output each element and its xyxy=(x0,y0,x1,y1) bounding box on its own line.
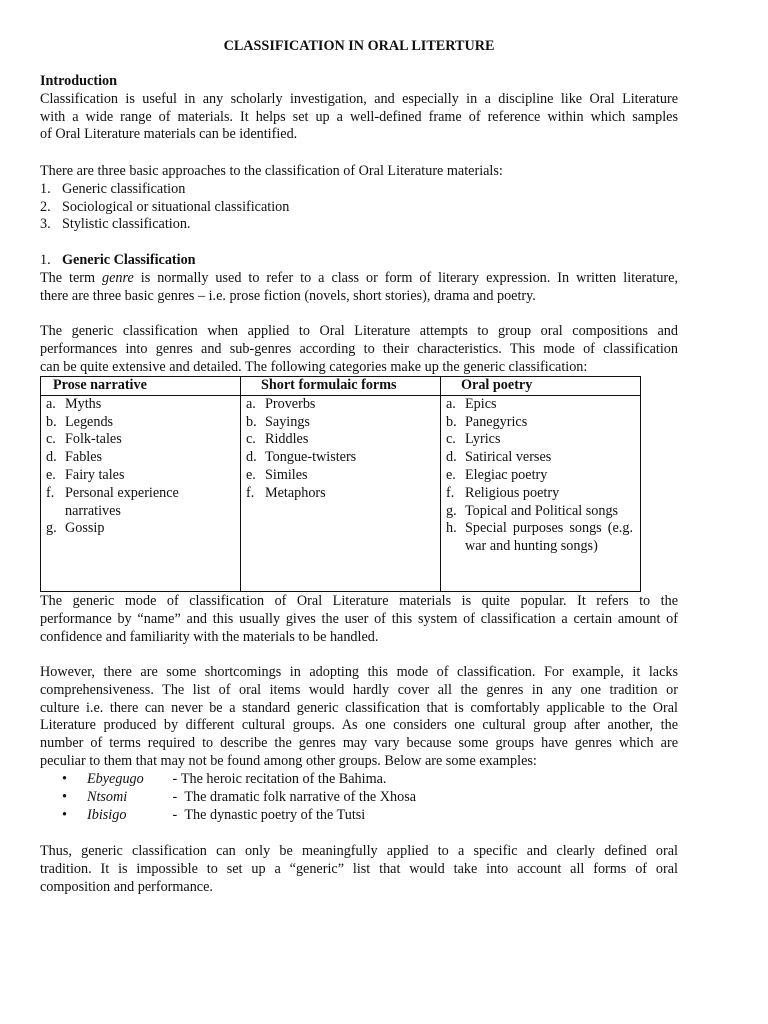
approach-number: 3. xyxy=(40,216,51,233)
list-item xyxy=(246,414,433,432)
paragraph-line: performance by “name” and this usually gives the user of this system of classification a certain amount of xyxy=(40,610,678,627)
item-text: Religious poetry xyxy=(465,484,560,501)
column-header: Oral poetry xyxy=(441,377,641,396)
item-marker: f. xyxy=(46,484,55,501)
item-marker: c. xyxy=(46,431,56,448)
list-item xyxy=(446,503,633,521)
list-item xyxy=(246,467,433,485)
shortcomings-paragraph xyxy=(40,664,678,771)
paragraph-line: The generic mode of classification of Oral Literature materials is quite popular. It refers to the xyxy=(40,593,678,609)
paragraph-line: can be quite extensive and detailed. The following categories make up the generic classification: xyxy=(40,358,588,375)
item-marker: b. xyxy=(46,413,57,430)
intro-line: with a wide range of materials. It helps set up a well-defined frame of reference within which samples xyxy=(40,108,678,125)
list-item xyxy=(46,485,233,521)
generic-classification-section xyxy=(40,252,678,305)
item-text: Elegiac poetry xyxy=(465,466,548,483)
list-item xyxy=(446,396,633,414)
item-marker: e. xyxy=(46,466,56,483)
approach-item xyxy=(40,181,678,199)
approaches-lead: There are three basic approaches to the classification of Oral Literature materials: xyxy=(40,163,503,179)
item-text: Tongue-twisters xyxy=(265,449,357,466)
approach-text: Generic classification xyxy=(62,180,186,197)
oral-poetry-cell xyxy=(441,395,641,591)
approach-text: Sociological or situational classification xyxy=(62,198,290,215)
item-marker: b. xyxy=(446,413,457,430)
item-marker: d. xyxy=(446,449,457,466)
item-text: Fairy tales xyxy=(65,466,125,483)
genre-description: The dramatic folk narrative of the Xhosa xyxy=(184,788,417,805)
list-item xyxy=(46,449,233,467)
item-marker: a. xyxy=(246,395,256,412)
item-marker: h. xyxy=(446,520,457,537)
genre-text: The term xyxy=(40,269,103,286)
genre-line: there are three basic genres – i.e. prose fiction (novels, short stories), drama and poetry. xyxy=(40,287,536,304)
item-marker: a. xyxy=(46,395,56,412)
column-header: Prose narrative xyxy=(41,377,241,396)
approaches-section xyxy=(40,163,678,234)
item-text: Sayings xyxy=(265,413,310,430)
genre-text: is normally used to refer to a class or form of literary expression. In written literature, xyxy=(133,269,678,286)
list-item xyxy=(446,449,633,467)
item-text: Fables xyxy=(65,449,103,466)
list-item xyxy=(246,485,433,503)
genre-term: Ibisigo xyxy=(87,806,127,823)
list-item xyxy=(42,771,680,789)
item-marker: c. xyxy=(246,431,256,448)
generic-paragraph xyxy=(40,323,678,376)
item-marker: e. xyxy=(446,466,456,483)
paragraph-line: tradition. It is impossible to set up a “generic” list that would take into account all forms of oral xyxy=(40,860,678,877)
paragraph-line: number of terms required to describe the genres may vary because some groups have genres which are xyxy=(40,735,678,752)
short-formulaic-cell xyxy=(241,395,441,591)
table-row xyxy=(41,395,641,591)
approach-item xyxy=(40,216,678,234)
list-item xyxy=(446,485,633,503)
list-item xyxy=(46,414,233,432)
paragraph-line: composition and performance. xyxy=(40,878,213,895)
separator: - xyxy=(169,771,181,787)
item-text: Special purposes songs (e.g. war and hunting songs) xyxy=(465,520,633,555)
list-item xyxy=(42,807,680,825)
item-marker: a. xyxy=(446,395,456,412)
item-text: Similes xyxy=(265,466,308,483)
item-marker: e. xyxy=(246,466,256,483)
introduction-section xyxy=(40,73,678,144)
paragraph-line: comprehensiveness. The list of oral items would hardly cover all the genres in any one tradition or xyxy=(40,681,678,698)
separator: - xyxy=(169,788,185,805)
list-item xyxy=(46,467,233,485)
paragraph-line: The generic classification when applied to Oral Literature attempts to group oral compositions and xyxy=(40,323,678,339)
item-text: Gossip xyxy=(65,520,105,537)
list-item xyxy=(446,520,633,556)
item-text: Proverbs xyxy=(265,395,316,412)
item-marker: d. xyxy=(46,449,57,466)
item-text: Folk-tales xyxy=(65,431,122,448)
bullet: • xyxy=(62,771,67,787)
bullet: • xyxy=(62,788,67,805)
list-item xyxy=(246,449,433,467)
column-header: Short formulaic forms xyxy=(241,377,441,396)
list-item xyxy=(42,789,680,807)
approach-number: 2. xyxy=(40,198,51,215)
approach-number: 1. xyxy=(40,180,51,197)
paragraph-line: confidence and familiarity with the materials to be handled. xyxy=(40,628,379,645)
item-text: Riddles xyxy=(265,431,309,448)
paragraph-line: Thus, generic classification can only be meaningfully applied to a specific and clearly defined oral xyxy=(40,843,678,859)
paragraph-line: Literature produced by different cultural groups. As one considers one cultural group after another, the xyxy=(40,717,678,734)
item-marker: f. xyxy=(246,484,255,501)
item-marker: g. xyxy=(46,520,57,537)
section-heading: Generic Classification xyxy=(62,252,196,268)
genre-description: The heroic recitation of the Bahima. xyxy=(180,771,387,787)
list-item xyxy=(446,431,633,449)
generic-heading xyxy=(40,252,678,270)
paragraph-line: performances into genres and sub-genres according to their characteristics. This mode of classification xyxy=(40,340,678,357)
intro-line: Classification is useful in any scholarly investigation, and especially in a discipline like Oral Literature xyxy=(40,90,678,107)
conclusion-paragraph xyxy=(40,843,678,896)
list-item xyxy=(246,396,433,414)
list-item xyxy=(46,431,233,449)
item-marker: g. xyxy=(446,502,457,519)
genre-term: Ntsomi xyxy=(87,788,128,805)
list-item xyxy=(46,396,233,414)
item-text: Legends xyxy=(65,413,114,430)
item-text: Metaphors xyxy=(265,484,326,501)
item-marker: b. xyxy=(246,413,257,430)
approach-text: Stylistic classification. xyxy=(62,216,191,233)
list-item xyxy=(246,431,433,449)
introduction-heading: Introduction xyxy=(40,73,117,89)
popular-paragraph xyxy=(40,593,678,646)
genre-line xyxy=(40,270,678,288)
paragraph-line: peculiar to them that may not be found among other groups. Below are some examples: xyxy=(40,752,537,769)
genre-term: genre xyxy=(102,269,134,286)
list-item xyxy=(446,414,633,432)
item-text: Epics xyxy=(465,395,497,412)
paragraph-line: culture i.e. there can never be a standard generic classification that is comfortably applicable to the Oral xyxy=(40,699,678,716)
item-marker: c. xyxy=(446,431,456,448)
separator: - xyxy=(169,806,185,823)
item-text: Myths xyxy=(65,395,102,412)
bullet: • xyxy=(62,806,67,823)
genre-description: The dynastic poetry of the Tutsi xyxy=(184,806,366,823)
prose-narrative-cell xyxy=(41,395,241,591)
genre-term: Ebyegugo xyxy=(87,771,144,787)
item-marker: f. xyxy=(446,484,455,501)
item-text: Panegyrics xyxy=(465,413,528,430)
item-marker: d. xyxy=(246,449,257,466)
section-number: 1. xyxy=(40,252,51,268)
page-title: CLASSIFICATION IN ORAL LITERTURE xyxy=(223,38,495,54)
paragraph-line: However, there are some shortcomings in adopting this mode of classification. For example, it lacks xyxy=(40,664,678,680)
item-text: Personal experience narratives xyxy=(65,484,179,519)
approach-item xyxy=(40,199,678,217)
intro-line: of Oral Literature materials can be identified. xyxy=(40,126,298,143)
list-item xyxy=(46,520,233,538)
table-header-row xyxy=(41,377,641,396)
item-text: Lyrics xyxy=(465,431,501,448)
list-item xyxy=(446,467,633,485)
item-text: Topical and Political songs xyxy=(465,502,619,519)
item-text: Satirical verses xyxy=(465,449,552,466)
examples-list xyxy=(42,771,680,824)
generic-classification-table xyxy=(40,376,641,592)
